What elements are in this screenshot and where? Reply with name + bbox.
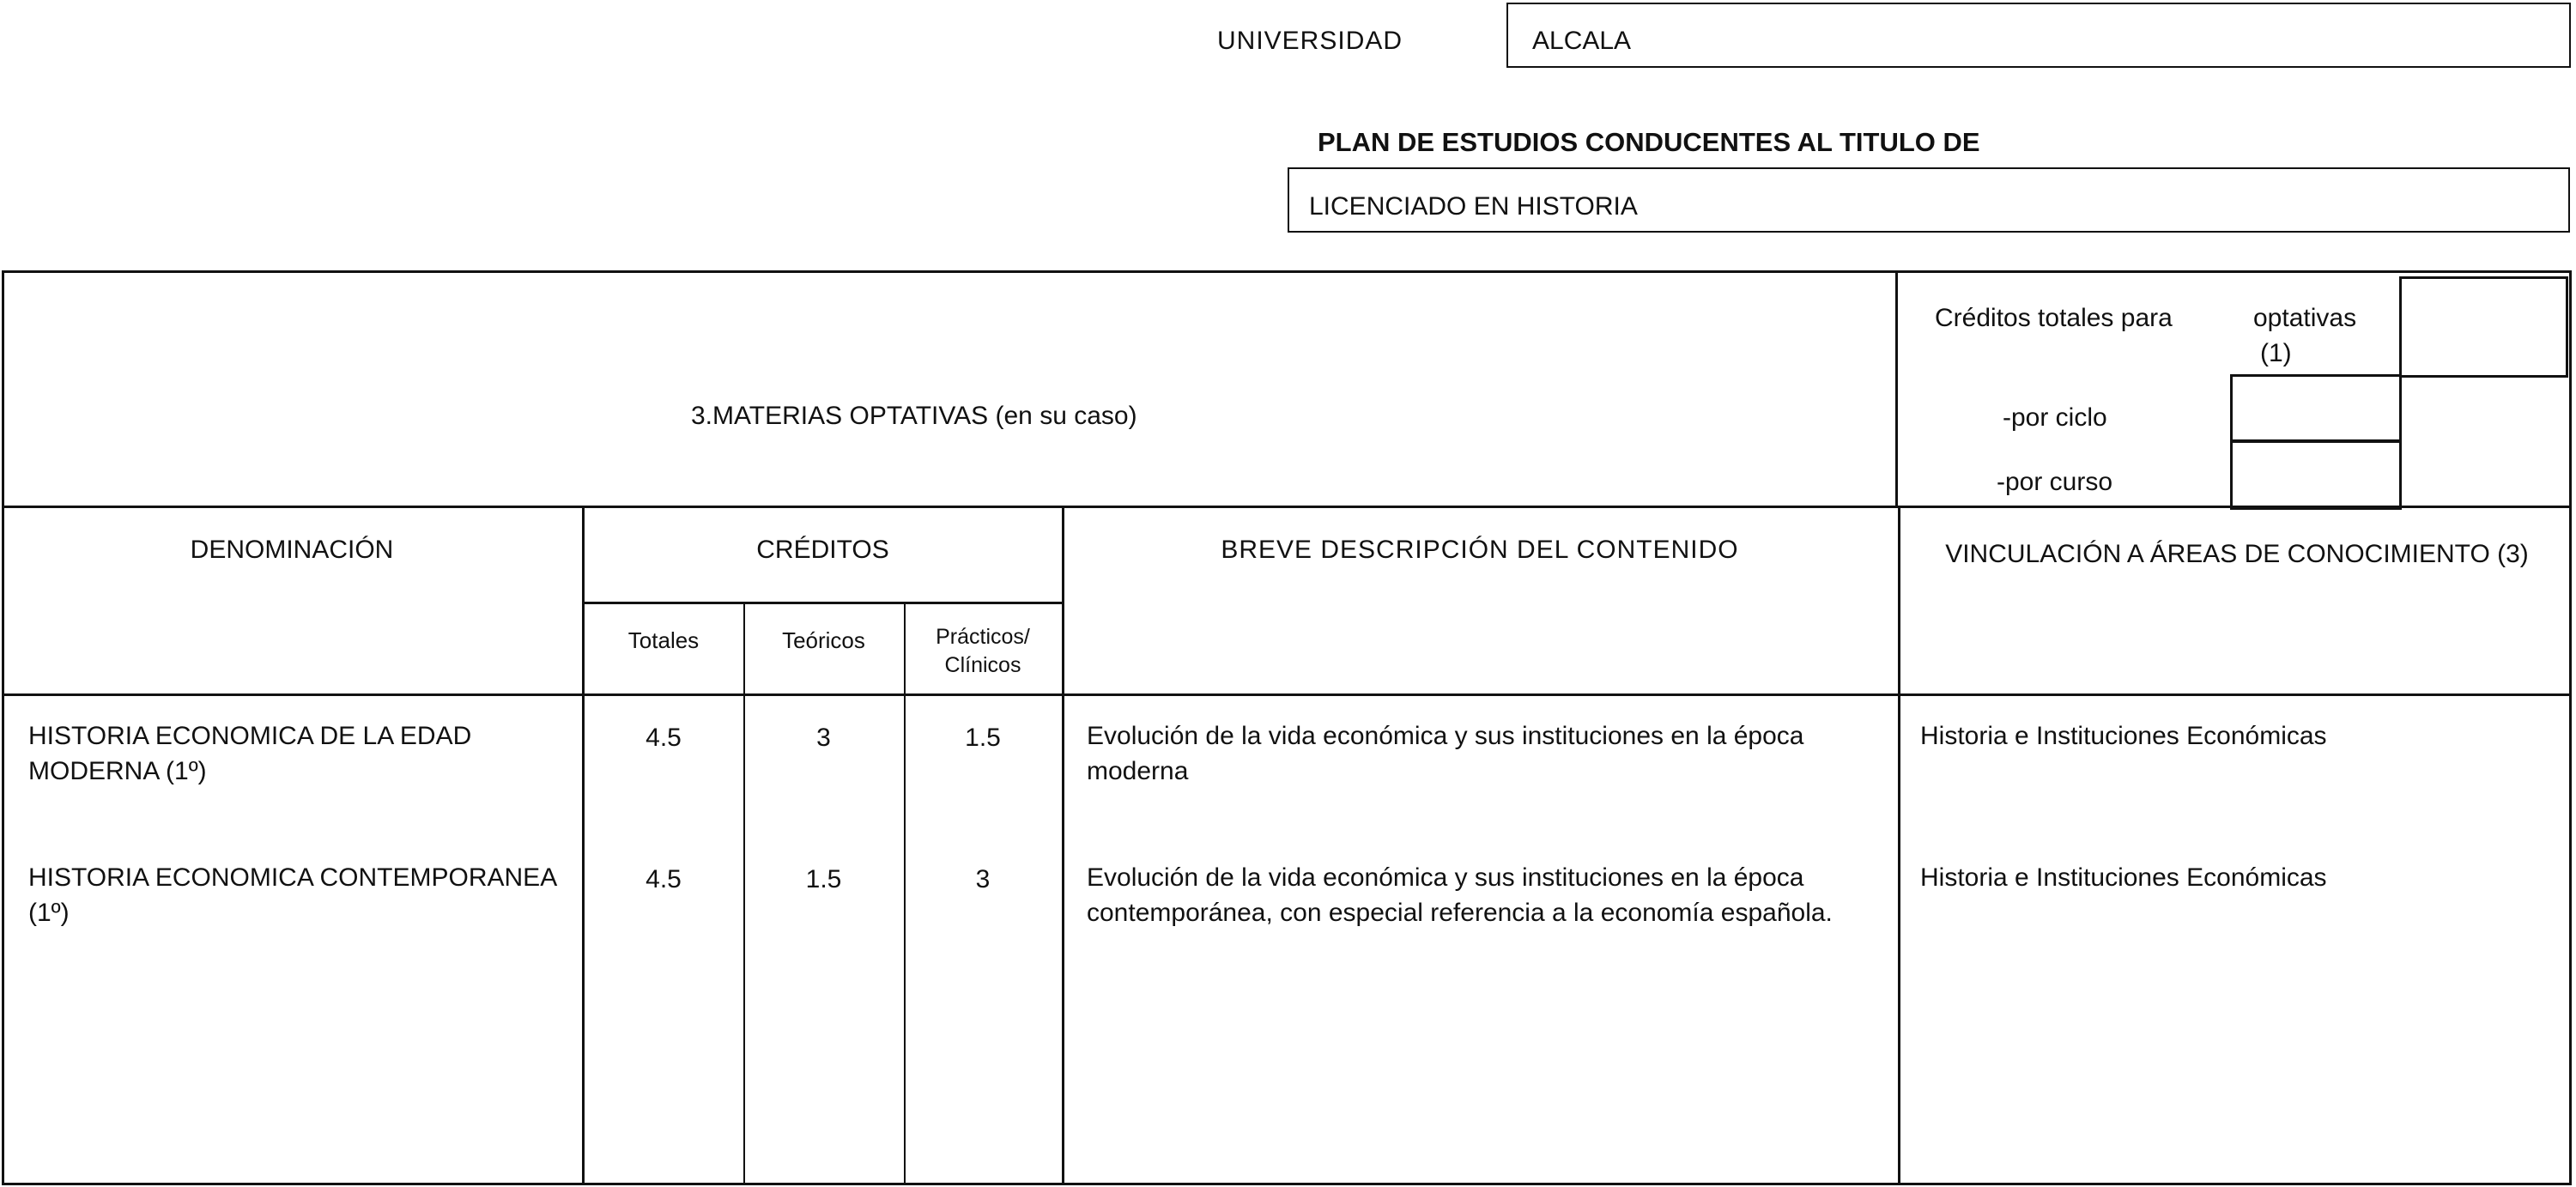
por-ciclo-field[interactable] (2230, 374, 2402, 443)
row-2-practicos: 3 (975, 865, 991, 893)
header-practicos: Prácticos/ Clínicos (936, 625, 1030, 677)
row-1-vinculacion: Historia e Instituciones Económicas (1920, 722, 2327, 750)
col-divider-breve (1898, 506, 1900, 1185)
plan-title: PLAN DE ESTUDIOS CONDUCENTES AL TITULO DE (1318, 127, 1980, 157)
col-divider-denominacion (582, 506, 585, 1185)
por-ciclo-label: -por ciclo (2003, 403, 2107, 432)
header-vinculacion: VINCULACIÓN A ÁREAS DE CONOCIMIENTO (3) (1945, 540, 2529, 568)
university-label: UNIVERSIDAD (1217, 27, 1403, 55)
row-2-denominacion: HISTORIA ECONOMICA CONTEMPORANEA (1º) (28, 863, 556, 927)
header-creditos: CRÉDITOS (756, 536, 889, 564)
row-1-descripcion: Evolución de la vida económica y sus instituciones en la época moderna (1087, 722, 1804, 785)
row-2-descripcion: Evolución de la vida económica y sus instituciones en la época contemporánea, con especial referencia a la economía española. (1087, 863, 1833, 927)
por-curso-field[interactable] (2230, 439, 2402, 510)
row-1-denominacion: HISTORIA ECONOMICA DE LA EDAD MODERNA (1º) (28, 722, 472, 785)
header-totales: Totales (627, 627, 700, 653)
por-curso-label: -por curso (1997, 468, 2113, 496)
optativas-note: (1) (2260, 339, 2292, 367)
row-1-totales: 4.5 (646, 724, 682, 752)
row-2-totales: 4.5 (646, 865, 682, 893)
section-divider (1895, 272, 1898, 506)
row-2-teoricos: 1.5 (805, 865, 842, 893)
header-denominacion: DENOMINACIÓN (190, 536, 394, 564)
row-1-teoricos: 3 (816, 724, 831, 752)
row-1-practicos: 1.5 (965, 724, 1001, 752)
creditos-subheader-rule (582, 602, 1064, 604)
degree-value: LICENCIADO EN HISTORIA (1309, 192, 1638, 221)
col-divider-creditos (1062, 506, 1064, 1185)
university-field[interactable] (1506, 3, 2571, 68)
university-value: ALCALA (1532, 27, 1632, 55)
section-title: 3.MATERIAS OPTATIVAS (en su caso) (691, 402, 1137, 430)
table-header-bottom-rule (3, 693, 2572, 696)
row-2-vinculacion: Historia e Instituciones Económicas (1920, 863, 2327, 892)
header-breve-descripcion: BREVE DESCRIPCIÓN DEL CONTENIDO (1221, 536, 1739, 564)
optativas-label: optativas (2253, 304, 2357, 332)
creditos-totales-label: Créditos totales para (1935, 304, 2173, 332)
optativas-total-field[interactable] (2399, 276, 2568, 378)
header-teoricos: Teóricos (782, 627, 865, 653)
section-header-bottom-rule (3, 506, 2572, 508)
